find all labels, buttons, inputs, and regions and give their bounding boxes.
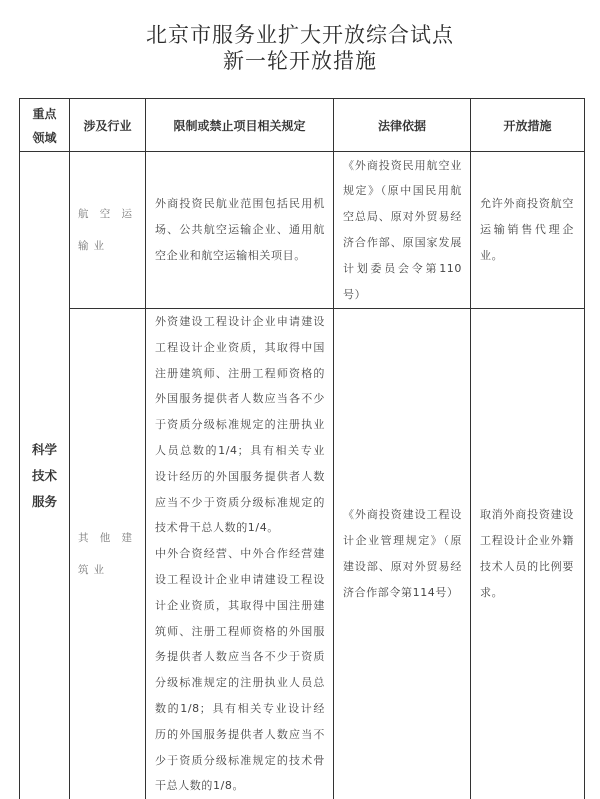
header-restriction-rules: 限制或禁止项目相关规定 <box>146 99 334 152</box>
measures-table <box>19 98 584 799</box>
industry-cell: 航空运输业 <box>70 152 146 309</box>
legal-basis-cell: 《外商投资民用航空业规定》（原中国民用航空总局、原对外贸易经济合作部、原国家发展计划委员会令第110号） <box>334 152 471 309</box>
table-row <box>20 309 585 799</box>
title-line-1: 北京市服务业扩大开放综合试点 <box>146 23 454 47</box>
rule-cell: 外商投资民航业范围包括民用机场、公共航空运输企业、通用航空企业和航空运输相关项目。 <box>146 152 334 309</box>
header-industry: 涉及行业 <box>70 99 146 152</box>
rule-paragraph-2: 中外合资经营、中外合作经营建设工程设计企业申请建设工程设计企业资质，其取得中国注册建筑师、注册工程师资格的外国服务提供者人数应当各不少于资质分级标准规定的注册执业人员总数的1/8；具有相关专业设计经历的外国服务提供者人数应当不少于资质分级标准规定的技术骨干总人数的1/8。 <box>155 547 325 793</box>
header-key-domain: 重点 领域 <box>20 99 70 152</box>
domain-cell: 科学 技术 服务 <box>20 152 70 799</box>
document-title <box>0 22 600 74</box>
header-opening-measures: 开放措施 <box>471 99 585 152</box>
measure-cell: 允许外商投资航空运输销售代理企业。 <box>471 152 585 309</box>
rule-paragraph-1: 外资建设工程设计企业申请建设工程设计企业资质，其取得中国注册建筑师、注册工程师资格的外国服务提供者人数应当各不少于资质分级标准规定的注册执业人员总数的1/4；具有相关专业设计经历的外国服务提供者人数应当不少于资质分级标准规定的技术骨干总人数的1/4。 <box>155 315 325 535</box>
title-line-2: 新一轮开放措施 <box>223 49 377 73</box>
legal-basis-cell: 《外商投资建设工程设计企业管理规定》（原建设部、原对外贸易经济合作部令第114号） <box>334 309 471 799</box>
table-header-row <box>20 99 585 152</box>
rule-cell <box>146 309 334 799</box>
table-row <box>20 152 585 309</box>
industry-cell: 其他建筑业 <box>70 309 146 799</box>
header-legal-basis: 法律依据 <box>334 99 471 152</box>
measure-cell: 取消外商投资建设工程设计企业外籍技术人员的比例要求。 <box>471 309 585 799</box>
